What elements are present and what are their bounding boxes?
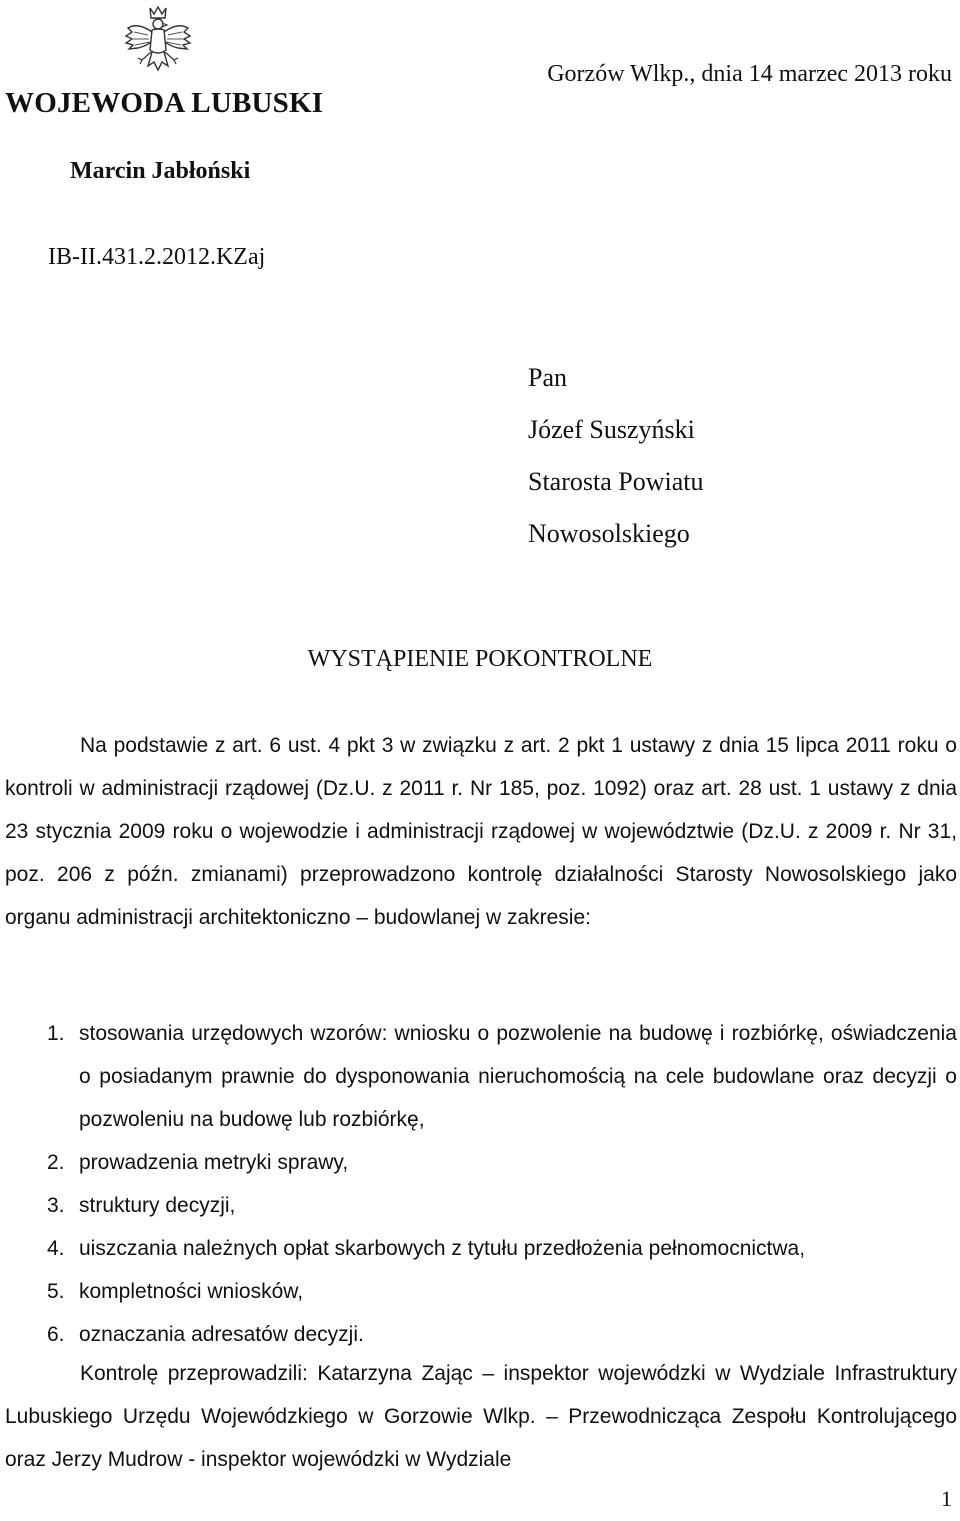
list-item-text: struktury decyzji, [79,1194,236,1217]
list-item-number: 4. [47,1237,65,1260]
list-item-text: uiszczania należnych opłat skarbowych z tytułu przedłożenia pełnomocnictwa, [79,1237,806,1260]
page-number: 1 [941,1486,952,1511]
list-item-number: 3. [47,1194,65,1217]
addressee-district: Nowosolskiego [528,519,690,548]
list-item-text: oznaczania adresatów decyzji. [79,1323,364,1346]
place-and-date: Gorzów Wlkp., dnia 14 marzec 2013 roku [547,61,952,87]
addressee-salutation: Pan [528,363,567,392]
list-item [47,1270,957,1313]
issuing-office: WOJEWODA LUBUSKI [5,87,324,119]
list-item-text: kompletności wniosków, [79,1280,304,1303]
list-item-number: 6. [47,1323,65,1346]
list-item [47,1227,957,1270]
list-item-text: stosowania urzędowych wzorów: wniosku o pozwolenie na budowę i rozbiórkę, oświadczenia o posiadanym prawnie do dysponowania nieruchomością na cele budowlane oraz decyzji o pozwoleniu na budowę lub rozbiórkę, [79,1022,957,1131]
addressee-block [528,352,704,560]
list-item [47,1184,957,1227]
list-item-text: prowadzenia metryki sprawy, [79,1151,349,1174]
list-item-number: 1. [47,1022,65,1045]
document-title: WYSTĄPIENIE POKONTROLNE [307,646,653,672]
addressee-name: Józef Suszyński [528,415,695,444]
list-item [47,1141,957,1184]
official-name: Marcin Jabłoński [70,158,251,184]
scope-list [47,1012,957,1356]
list-item-number: 2. [47,1151,65,1174]
addressee-title: Starosta Powiatu [528,467,704,496]
intro-paragraph: Na podstawie z art. 6 ust. 4 pkt 3 w związku z art. 2 pkt 1 ustawy z dnia 15 lipca 2011 roku o kontroli w administracji rządowej (Dz.U. z 2011 r. Nr 185, poz. 1092) oraz art. 28 ust. 1 ustawy z dnia 23 stycznia 2009 roku o wojewodzie i administracji rządowej w województwie (Dz.U. z 2009 r. Nr 31, poz. 206 z późn. zmianami) przeprowadzono kontrolę działalności Starosty Nowosolskiego jako organu administracji architektoniczno – budowlanej w zakresie: [5,734,957,929]
list-item [47,1012,957,1141]
polish-eagle-emblem-icon [118,2,198,82]
list-item-number: 5. [47,1280,65,1303]
inspectors-paragraph: Kontrolę przeprowadzili: Katarzyna Zając – inspektor wojewódzki w Wydziale Infrastruktury Lubuskiego Urzędu Wojewódzkiego w Gorzowie Wlkp. – Przewodnicząca Zespołu Kontrolującego oraz Jerzy Mudrow - inspektor wojewódzki w Wydziale [5,1362,957,1471]
list-item [47,1313,957,1356]
reference-number: IB-II.431.2.2012.KZaj [48,244,266,270]
